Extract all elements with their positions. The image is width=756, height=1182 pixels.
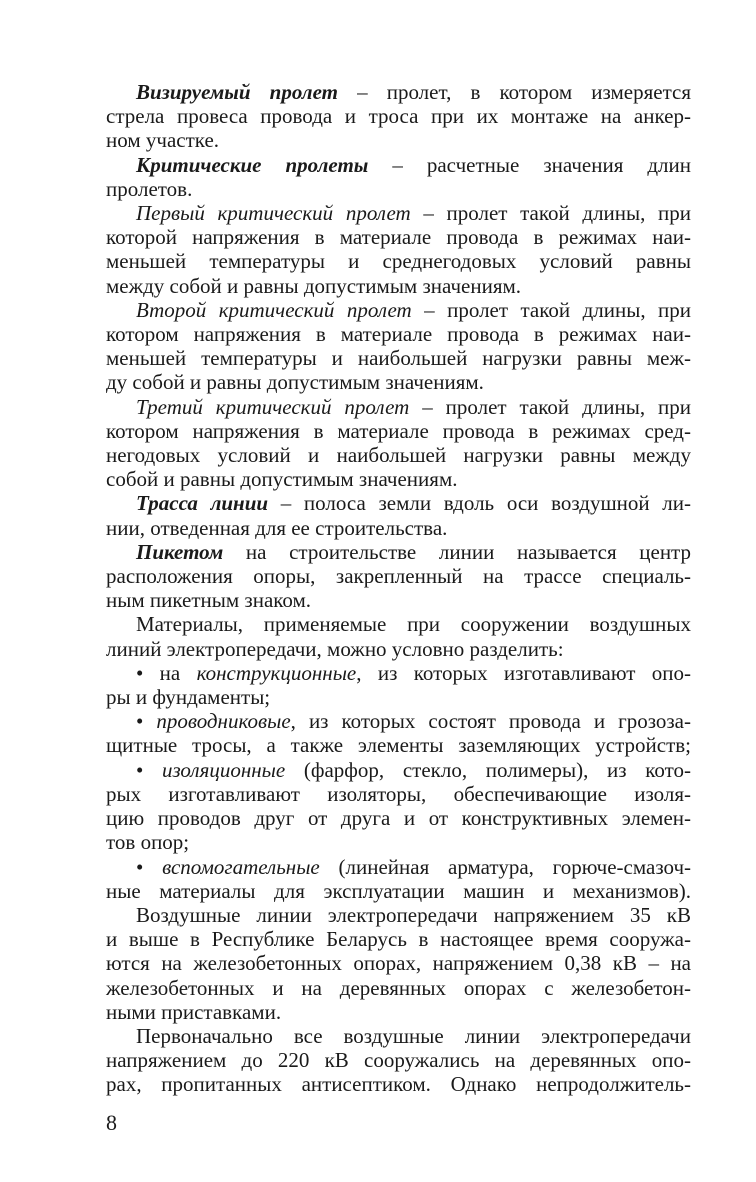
text-line: расположения опоры, закрепленный на трассе специаль- bbox=[106, 564, 691, 589]
page-number: 8 bbox=[106, 1110, 117, 1135]
text-line: рах, пропитанных антисептиком. Однако непродолжитель- bbox=[106, 1072, 691, 1097]
text-line: ным пикетным знаком. bbox=[106, 588, 312, 613]
text-line: Третий критический пролет – пролет такой длины, при bbox=[136, 394, 691, 419]
text-line: Трасса линии – полоса земли вдоль оси воздушной ли- bbox=[136, 491, 691, 516]
text-line: негодовых условий и наибольшей нагрузки равны между bbox=[106, 443, 691, 468]
term: Критические пролеты bbox=[136, 152, 369, 177]
text-line: Материалы, применяемые при сооружении воздушных bbox=[136, 612, 691, 637]
italic-term: изоляционные bbox=[162, 757, 286, 782]
bullet-line: • на конструкционные, из которых изготавливают опо- bbox=[136, 660, 691, 685]
text-line: ду собой и равны допустимым значениям. bbox=[106, 370, 484, 395]
term: Визируемый пролет bbox=[136, 80, 338, 104]
text-line: Второй критический пролет – пролет такой длины, при bbox=[136, 297, 692, 322]
text-line: Пикетом на строительстве линии называется центр bbox=[136, 539, 691, 564]
text-line: ры и фундаменты; bbox=[106, 685, 271, 710]
text-line: котором напряжения в материале провода в режимах сред- bbox=[106, 418, 691, 443]
text-line: цию проводов друг от друга и от конструктивных элемен- bbox=[106, 806, 691, 831]
text-line: которой напряжения в материале провода в режимах наи- bbox=[106, 225, 691, 250]
text-line: меньшей температуры и наибольшей нагрузки равны меж- bbox=[106, 346, 691, 371]
text-line: меньшей температуры и среднегодовых условий равны bbox=[106, 249, 691, 274]
bullet-line: • вспомогательные (линейная арматура, горюче-смазоч- bbox=[136, 854, 692, 879]
text-line: ются на железобетонных опорах, напряжением 0,38 кВ – на bbox=[106, 951, 691, 976]
text-line: между собой и равны допустимым значениям. bbox=[106, 273, 522, 298]
italic-term: Первый критический пролет bbox=[136, 201, 411, 226]
text-line: и выше в Республике Беларусь в настоящее время сооружа- bbox=[106, 927, 691, 952]
bullet-line: • проводниковые, из которых состоят провода и грозоза- bbox=[136, 709, 691, 734]
text-line: стрела провеса провода и троса при их монтаже на анкер- bbox=[106, 104, 691, 129]
text-line: нии, отведенная для ее строительства. bbox=[106, 515, 448, 540]
text-line: ные материалы для эксплуатации машин и механизмов). bbox=[106, 878, 691, 903]
italic-term: конструкционные bbox=[196, 660, 357, 685]
text-line: рых изготавливают изоляторы, обеспечивающие изоля- bbox=[106, 781, 691, 806]
italic-term: Второй критический пролет bbox=[136, 297, 412, 322]
text-line: Критические пролеты – расчетные значения длин bbox=[136, 152, 691, 177]
italic-term: вспомогательные bbox=[162, 854, 320, 879]
text-line: щитные тросы, а также элементы заземляющих устройств; bbox=[106, 733, 691, 758]
text-line: котором напряжения в материале провода в режимах наи- bbox=[106, 322, 691, 347]
text-line: ными приставками. bbox=[106, 999, 282, 1024]
text-line: тов опор; bbox=[106, 830, 190, 855]
text-line: собой и равны допустимым значениям. bbox=[106, 467, 458, 492]
text-line: железобетонных и на деревянных опорах с железобетон- bbox=[106, 975, 691, 1000]
text-line: Первый критический пролет – пролет такой длины, при bbox=[136, 201, 692, 226]
bullet-line: • изоляционные (фарфор, стекло, полимеры), из кото- bbox=[136, 757, 691, 782]
text-line: Визируемый пролет – пролет, в котором измеряется bbox=[136, 80, 691, 104]
italic-term: проводниковые bbox=[156, 709, 291, 734]
text-line: линий электропередачи, можно условно разделить: bbox=[106, 636, 564, 661]
page-body bbox=[106, 80, 691, 1097]
text-line: Первоначально все воздушные линии электропередачи bbox=[136, 1023, 691, 1048]
text-line: Воздушные линии электропередачи напряжением 35 кВ bbox=[136, 902, 691, 927]
term: Трасса линии bbox=[136, 491, 269, 516]
text-line: напряжением до 220 кВ сооружались на деревянных опо- bbox=[106, 1048, 691, 1073]
text-line: пролетов. bbox=[106, 176, 193, 201]
italic-term: Третий критический пролет bbox=[136, 394, 410, 419]
term: Пикетом bbox=[136, 539, 224, 564]
text-line: ном участке. bbox=[106, 128, 220, 153]
